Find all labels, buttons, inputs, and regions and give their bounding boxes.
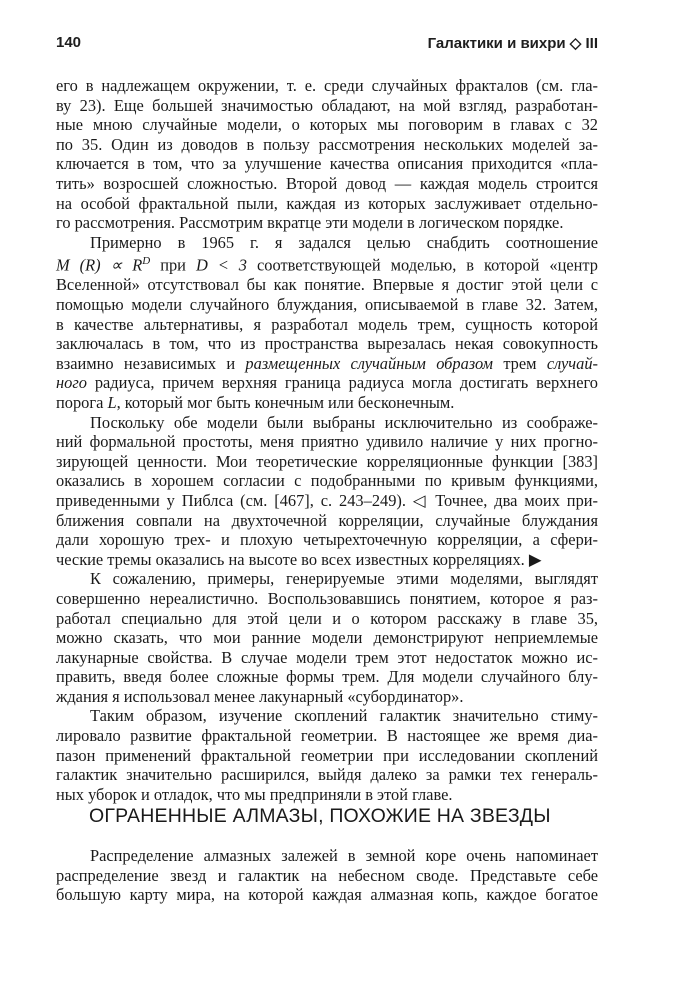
math-variable: L — [107, 392, 117, 412]
text-line: Таким образом, изучение скоплений галактик значительно стиму- — [90, 706, 598, 726]
text-run: взаимно независимых и — [56, 353, 246, 373]
text-line: ближения совпали на двухточечной корреляции, случайные блуждания — [56, 510, 598, 530]
page-number: 140 — [56, 34, 82, 51]
text-line: К сожалению, примеры, генерируемые этими моделями, выглядят — [90, 569, 598, 589]
math-exponent: D — [142, 255, 151, 268]
text-line: ческие тремы оказались на высоте во всех известных корреляциях. ▶ — [56, 549, 542, 569]
paragraph-4 — [56, 569, 598, 706]
text-line: распределение звезд и галактик на небесном своде. Представьте себе — [56, 865, 598, 885]
text-line: работал специально для этой цели и о котором расскажу в главе 35, — [56, 608, 598, 628]
text-line: на особой фрактальной пыли, каждая из которых заслуживает отдельно- — [56, 193, 598, 213]
text-line: ных уборок и отладок, что мы предприняли в этой главе. — [56, 784, 453, 804]
text-run: радиуса, причем верхняя граница радиуса могла достигать верхнего — [86, 373, 598, 393]
text-run: соответствующей моделью, в которой «центр — [247, 255, 598, 275]
text-line: Примерно в 1965 г. я задался целью снабдить соотношение — [90, 232, 598, 252]
text-run: трем — [493, 353, 547, 373]
text-line: зирующей ценности. Мои теоретические корреляционные функции [383] — [56, 451, 598, 471]
section-text — [56, 846, 598, 905]
text-line: ждания я использовал менее лакунарный «субординатор». — [56, 686, 464, 706]
paragraph-3 — [56, 413, 598, 570]
text-line: совершенно нереалистично. Воспользовавшись понятием, которое я раз- — [56, 588, 598, 608]
italic-run: случай- — [546, 353, 598, 373]
paragraph-5 — [56, 706, 598, 804]
text-line: ные мною случайные модели, о которых мы поговорим в главах с 32 — [56, 115, 598, 135]
text-line: ний формальной простоты, меня приятно удивило наличие у них прогно- — [56, 432, 598, 452]
text-line: лировало развитие фрактальной геометрии. В настоящее же время диа- — [56, 726, 598, 746]
text-line: тить» возросшей сложностью. Второй довод — каждая модель строится — [56, 173, 598, 193]
math-formula: M (R) ∝ R — [56, 255, 143, 275]
text-line: помощью модели случайного блуждания, описываемой в главе 32. Затем, — [56, 295, 598, 314]
text-line: Вселенной» отсутствовал бы как понятие. Впервые я достиг этой цели с — [56, 275, 598, 295]
text-line: заключалась в том, что из пространства вырезалась некая совокупность — [56, 334, 598, 354]
text-line: по 35. Один из доводов в пользу рассмотрения нескольких моделей за- — [56, 134, 598, 154]
text-run: при — [150, 255, 196, 275]
italic-run: размещенных случайным образом — [245, 353, 494, 373]
text-line: го рассмотрения. Рассмотрим вкратце эти модели в логическом порядке. — [56, 213, 564, 233]
text-line: можно сказать, что мои ранние модели демонстрируют неприемлемые — [56, 628, 598, 648]
section-heading: ОГРАНЕННЫЕ АЛМАЗЫ, ПОХОЖИЕ НА ЗВЕЗДЫ — [89, 805, 551, 827]
text-line: Поскольку обе модели были выбраны исключительно из соображе- — [90, 412, 598, 432]
text-line-math — [56, 393, 598, 413]
text-line: лакунарные свойства. В случае модели трем этот недостаток можно ис- — [56, 647, 598, 667]
main-text — [56, 76, 598, 804]
text-line-italic-mix — [56, 373, 598, 393]
text-line-italic-mix — [56, 354, 598, 374]
text-line: ву 23). Еще большей значимостью обладают, на мой взгляд, разработан- — [56, 95, 598, 115]
text-line: оказались в хорошем согласии с подобранными по кривым функциями, — [56, 471, 598, 491]
text-line: ключается в том, что за улучшение качества описания приходится «пла- — [56, 154, 598, 174]
text-line: его в надлежащем окружении, т. е. среди случайных фракталов (см. гла- — [56, 76, 598, 95]
math-inequality: D < 3 — [195, 255, 248, 275]
running-head: Галактики и вихри ◇ III — [427, 35, 598, 52]
text-run: порога — [56, 392, 108, 412]
text-line: пазон применений фрактальной геометрии при исследовании скоплений — [56, 745, 598, 765]
text-line: Распределение алмазных залежей в земной коре очень напоминает — [90, 846, 598, 865]
text-line: галактик значительно расширился, выйдя далеко за рамки тех генераль- — [56, 765, 598, 785]
page-header — [56, 30, 598, 56]
text-line: дали хорошую трех- и плохую четырехточечную корреляции, а сфери- — [56, 530, 598, 550]
text-line: в качестве альтернативы, я разработал модель трем, сущность которой — [56, 314, 598, 334]
text-line-math — [56, 252, 598, 275]
text-run: , который мог быть конечным или бесконечным. — [116, 392, 455, 412]
text-line: приведенными у Пиблса (см. [467], с. 243–249). ◁ Точнее, два моих при- — [56, 490, 598, 510]
section-paragraph-1 — [56, 846, 598, 905]
text-line: большую карту мира, на которой каждая алмазная копь, каждое богатое — [56, 885, 598, 905]
italic-run: ного — [56, 373, 87, 393]
paragraph-1 — [56, 76, 598, 233]
paragraph-2 — [56, 233, 598, 413]
text-line: править, введя более сложные формы трем. Для модели случайного блу- — [56, 667, 598, 687]
